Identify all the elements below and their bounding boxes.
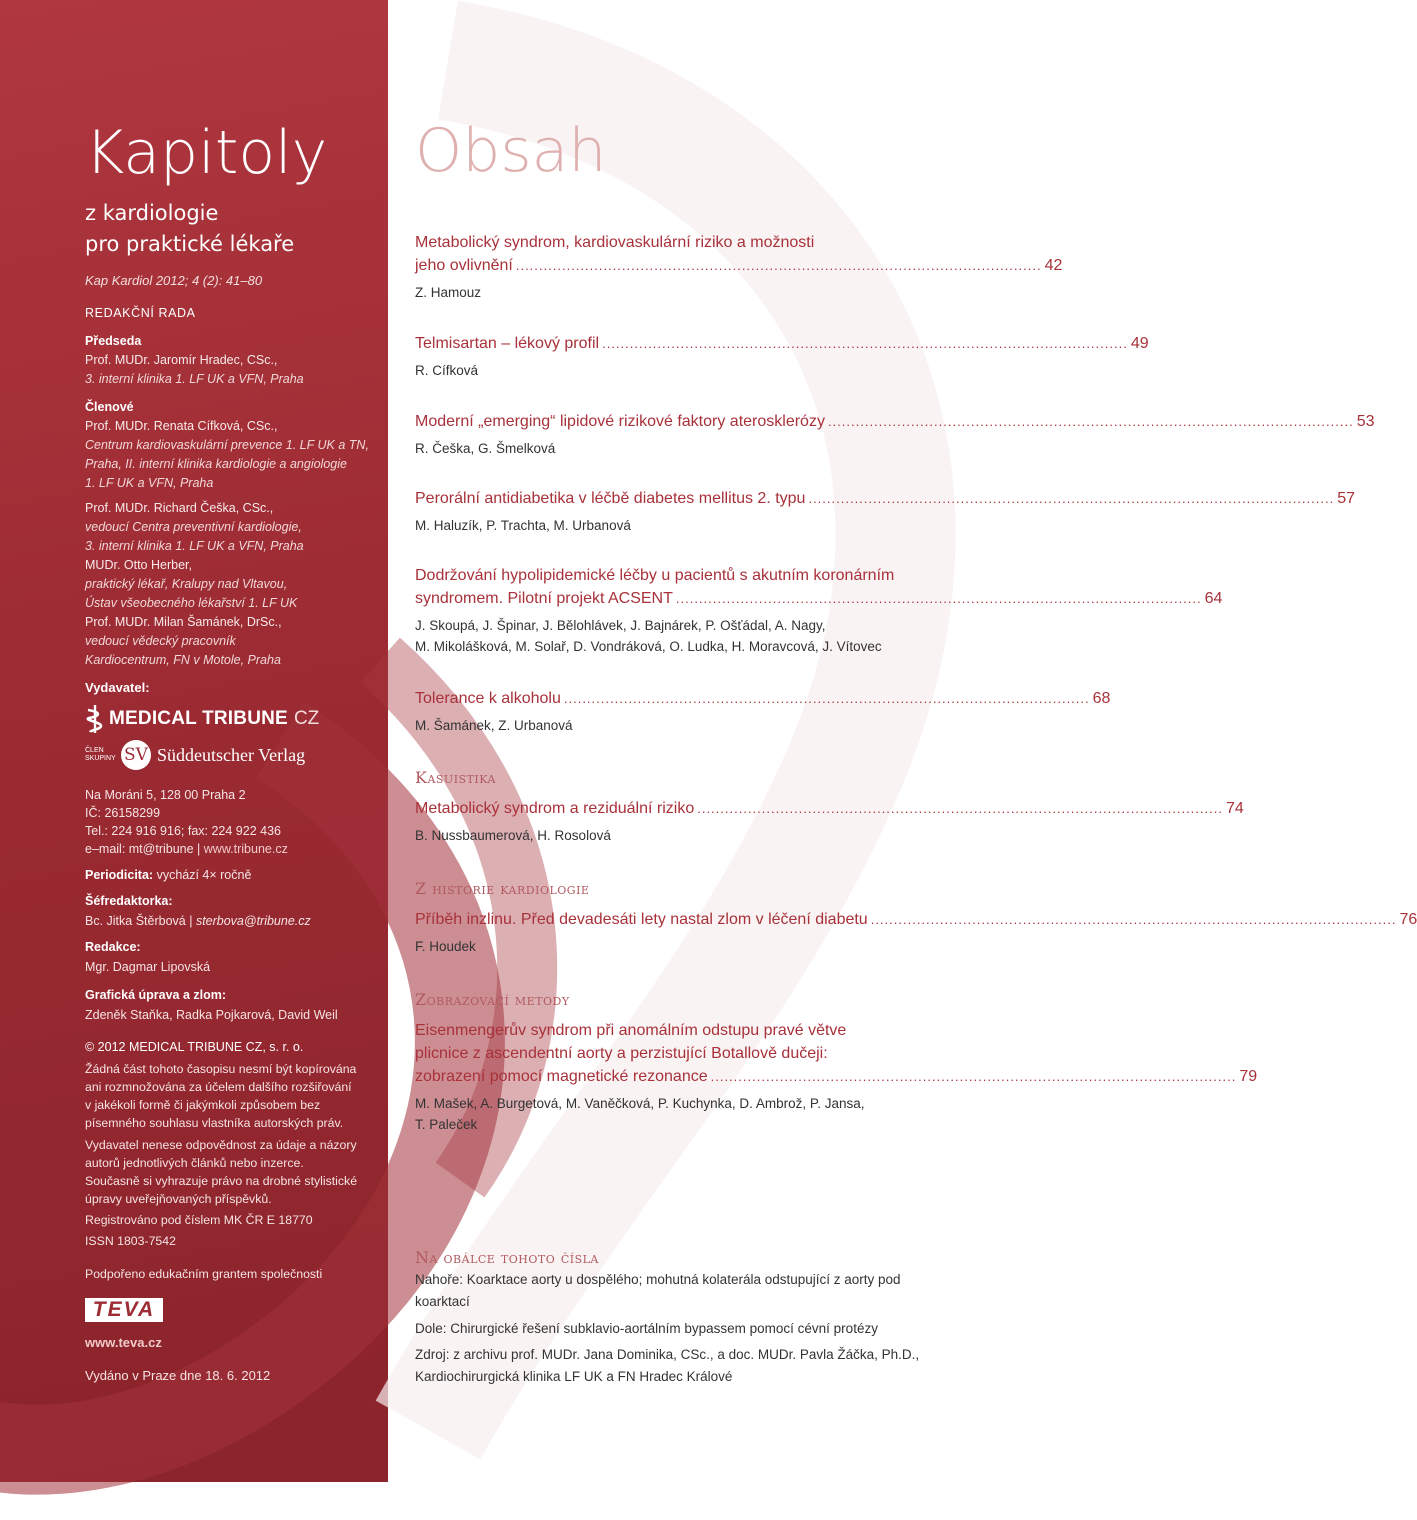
page-number: 79 <box>1239 1068 1258 1085</box>
medical-tribune-logo: MEDICAL TRIBUNE CZ <box>85 704 319 734</box>
section-heading: Kasuistika <box>415 768 496 787</box>
page-number: 49 <box>1130 335 1149 352</box>
company-id: IČ: 26158299 <box>85 806 161 820</box>
journal-citation: Kap Kardiol 2012; 4 (2): 41–80 <box>85 273 263 288</box>
page-number: 74 <box>1225 800 1244 817</box>
website-link[interactable]: www.tribune.cz <box>203 842 288 856</box>
article-title: Metabolický syndrom a reziduální riziko <box>415 800 695 817</box>
issn: ISSN 1803-7542 <box>85 1234 176 1248</box>
publisher-contact <box>85 786 288 858</box>
editorial-board-heading: REDAKČNÍ RADA <box>85 306 196 320</box>
cover-bottom-caption: Dole: Chirurgické řešení subklavio-aortálním bypassem pomocí cévní protézy <box>415 1321 878 1336</box>
sponsor-website-link[interactable]: www.teva.cz <box>85 1335 162 1350</box>
article-title: syndromem. Pilotní projekt ACSENT <box>415 590 673 607</box>
member-name: Prof. MUDr. Renata Cífková, CSc., <box>85 419 278 433</box>
board-members: Členové Prof. MUDr. Renata Cífková, CSc., Centrum kardiovaskulární prevence 1. LF UK a TN, Praha, II. interní klinika kardiologie a angiologie 1. LF UK a VFN, Praha Prof. MUDr. Richard Češka, CSc., vedoucí Centra preventivní kardiologie, 3. interní klinika 1. LF UK a VFN, Praha MUDr. Otto Herber, praktický lékař, Kralupy nad Vltavou, Ústav všeobecného lékařství 1. LF UK Prof. MUDr. Milan Šamánek, DrSc., vedoucí vědecký pracovník Kardiocentrum, FN v Motole, Praha <box>85 400 369 667</box>
editorial-sidebar <box>0 0 388 1482</box>
group-logo <box>85 740 305 770</box>
article-authors: R. Češka, G. Šmelková <box>415 441 556 456</box>
toc-entry[interactable]: Telmisartan – lékový profil .................................................................................................................. 49 R. Cífková <box>415 332 955 381</box>
article-authors: F. Houdek <box>415 939 476 954</box>
toc-entry[interactable]: Příběh inzlinu. Před devadesáti lety nastal zlom v léčení diabetu .................................................................................................................. 76 F. Houdek <box>415 908 955 957</box>
member-of-label: ČLEN SKUPINY <box>85 747 116 762</box>
page-number: 68 <box>1092 690 1111 707</box>
copyright-notice: Žádná část tohoto časopisu nesmí být kopírována ani rozmnožována za účelem dalšího rozšiřování v jakékoli formě či jakýmkoli způsobem bez písemného souhlasu vlastníka autorských práv. <box>85 1062 357 1130</box>
article-authors: M. Šamánek, Z. Urbanová <box>415 718 573 733</box>
article-title: Telmisartan – lékový profil <box>415 335 600 352</box>
article-title: Tolerance k alkoholu <box>415 690 561 707</box>
sv-logo-icon: SV <box>121 740 151 770</box>
toc-entry[interactable]: Moderní „emerging“ lipidové rizikové faktory aterosklerózy .................................................................................................................. 53 R. Češka, G. Šmelková <box>415 410 955 459</box>
publisher-label: Vydavatel: <box>85 680 150 695</box>
chair-label: Předseda <box>85 334 142 348</box>
graphics-credit: Grafická úprava a zlom: Zdeněk Staňka, Radka Pojkarová, David Weil <box>85 988 338 1022</box>
grant-note: Podpořeno edukačním grantem společnosti <box>85 1267 323 1281</box>
board-chair <box>85 332 304 389</box>
group-name: Süddeutscher Verlag <box>157 744 306 765</box>
liability-notice: Vydavatel nenese odpovědnost za údaje a názory autorů jednotlivých článků nebo inzerce. Současně si vyhrazuje právo na drobné stylistické úpravy uveřejňovaných příspěvků. <box>85 1138 358 1206</box>
address: Na Moráni 5, 128 00 Praha 2 <box>85 788 246 802</box>
article-title: Moderní „emerging“ lipidové rizikové faktory aterosklerózy <box>415 413 825 430</box>
article-authors: J. Skoupá, J. Špinar, J. Bělohlávek, J. Bajnárek, P. Ošťádal, A. Nagy, M. Mikolášková, M. Solař, D. Vondráková, O. Ludka, H. Moravcová, J. Vítovec <box>415 618 882 654</box>
release-date: Vydáno v Praze dne 18. 6. 2012 <box>85 1368 271 1383</box>
member-name: MUDr. Otto Herber, <box>85 558 192 572</box>
article-title: jeho ovlivnění <box>415 257 513 274</box>
toc-entry[interactable]: Perorální antidiabetika v léčbě diabetes mellitus 2. typu .................................................................................................................. 57 M. Haluzík, P. Trachta, M. Urbanová <box>415 487 955 536</box>
article-authors: B. Nussbaumerová, H. Rosolová <box>415 828 611 843</box>
article-title: Příběh inzlinu. Před devadesáti lety nastal zlom v léčení diabetu <box>415 911 868 928</box>
editor-in-chief: Šéfredaktorka: Bc. Jitka Štěrbová | sterbova@tribune.cz <box>85 894 311 928</box>
article-authors: M. Haluzík, P. Trachta, M. Urbanová <box>415 518 631 533</box>
contents-heading: Obsah <box>415 116 607 186</box>
toc-entry[interactable]: Metabolický syndrom, kardiovaskulární riziko a možnosti jeho ovlivnění .................................................................................................................. 42 Z. Hamouz <box>415 231 955 303</box>
section-heading: Zobrazovací metody <box>415 990 570 1009</box>
page-number: 64 <box>1204 590 1223 607</box>
members-label: Členové <box>85 400 134 414</box>
page-number: 53 <box>1356 413 1375 430</box>
caduceus-icon <box>85 704 105 734</box>
periodicity: Periodicita: vychází 4× ročně <box>85 868 252 882</box>
magazine-subtitle: z kardiologie pro praktické lékaře <box>85 201 295 256</box>
copyright: © 2012 MEDICAL TRIBUNE CZ, s. r. o. <box>85 1040 304 1054</box>
toc-entry[interactable]: Tolerance k alkoholu .................................................................................................................. 68 M. Šamánek, Z. Urbanová <box>415 687 955 736</box>
article-title: Perorální antidiabetika v léčbě diabetes mellitus 2. typu <box>415 490 806 507</box>
registration: Registrováno pod číslem MK ČR E 18770 <box>85 1213 313 1227</box>
email-line: e–mail: mt@tribune | www.tribune.cz <box>85 842 288 856</box>
cover-heading: Na obálce tohoto čísla <box>415 1248 599 1267</box>
magazine-title: Kapitoly <box>85 118 328 188</box>
editorial-staff: Redakce: Mgr. Dagmar Lipovská <box>85 940 211 974</box>
article-authors: Z. Hamouz <box>415 285 482 300</box>
cover-top-caption: Nahoře: Koarktace aorty u dospělého; mohutná kolaterála odstupující z aorty pod koarktací <box>415 1272 901 1309</box>
article-authors: M. Mašek, A. Burgetová, M. Vaněčková, P. Kuchynka, D. Ambrož, P. Jansa, T. Paleček <box>415 1096 865 1132</box>
article-title: zobrazení pomocí magnetické rezonance <box>415 1068 708 1085</box>
member-name: Prof. MUDr. Richard Češka, CSc., <box>85 501 274 515</box>
section-heading: Z historie kardiologie <box>415 879 590 898</box>
page-number: 76 <box>1399 911 1417 928</box>
chair-name: Prof. MUDr. Jaromír Hradec, CSc., <box>85 353 278 367</box>
editor-email-link[interactable]: sterbova@tribune.cz <box>195 914 311 928</box>
toc-entry[interactable]: Metabolický syndrom a reziduální riziko .................................................................................................................. 74 B. Nussbaumerová, H. Rosolová <box>415 797 955 846</box>
chair-affiliation: 3. interní klinika 1. LF UK a VFN, Praha <box>85 372 304 386</box>
page-number: 42 <box>1044 257 1063 274</box>
article-authors: R. Cífková <box>415 363 479 378</box>
teva-logo: TEVA <box>85 1298 163 1322</box>
member-name: Prof. MUDr. Milan Šamánek, DrSc., <box>85 615 282 629</box>
cover-source: Zdroj: z archivu prof. MUDr. Jana Dominika, CSc., a doc. MUDr. Pavla Žáčka, Ph.D., Kardiochirurgická klinika LF UK a FN Hradec Králové <box>415 1347 920 1384</box>
page-number: 57 <box>1337 490 1355 507</box>
phone: Tel.: 224 916 916; fax: 224 922 436 <box>85 824 281 838</box>
toc-entry[interactable]: Eisenmengerův syndrom při anomálním odstupu pravé větve plicnice z ascendentní aorty a perzistující Botallově dučeji: zobrazení pomocí magnetické rezonance .................................................................................................................. 79 M. Mašek, A. Burgetová, M. Vaněčková, P. Kuchynka, D. Ambrož, P. Jansa, T. Paleček <box>415 1019 955 1135</box>
toc-entry[interactable]: Dodržování hypolipidemické léčby u pacientů s akutním koronárním syndromem. Pilotní projekt ACSENT .................................................................................................................. 64 J. Skoupá, J. Špinar, J. Bělohlávek, J. Bajnárek, P. Ošťádal, A. Nagy, M. Mikolášková, M. Solař, D. Vondráková, O. Ludka, H. Moravcová, J. Vítovec <box>415 564 955 657</box>
